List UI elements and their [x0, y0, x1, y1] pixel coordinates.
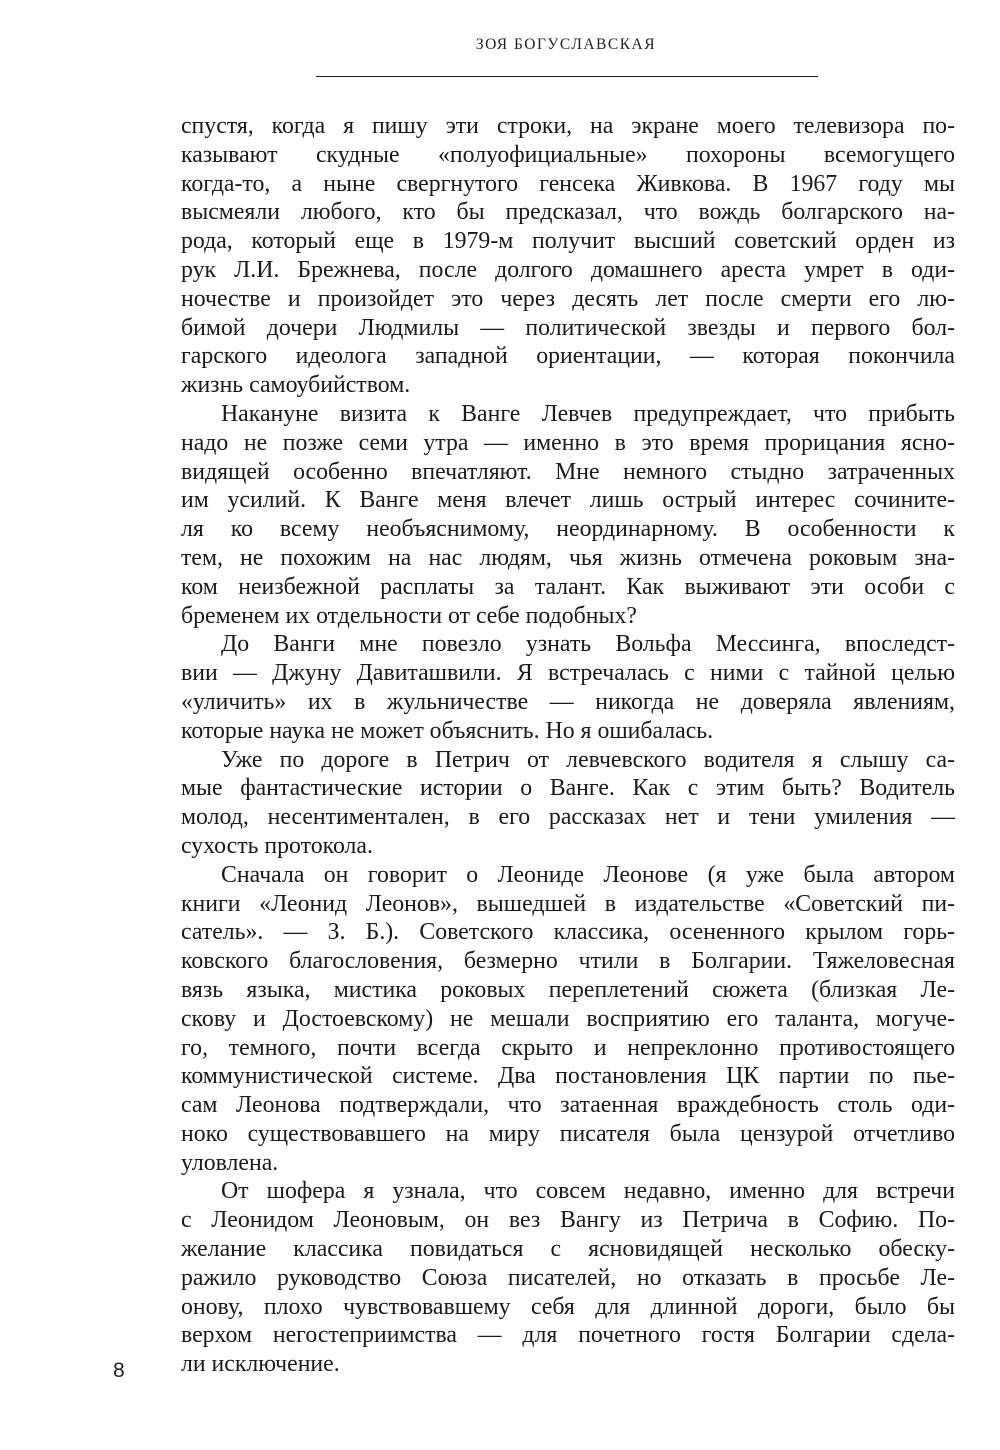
text-line: мые фантастические истории о Ванге. Как с этим быть? Водитель — [181, 775, 955, 802]
text-line: молод, несентиментален, в его рассказах нет и тени умиления — — [181, 804, 955, 831]
body-text — [181, 112, 955, 1379]
running-head: ЗОЯ БОГУСЛАВСКАЯ — [475, 36, 657, 53]
text-line: бимой дочери Людмилы — политической звезды и первого бол- — [181, 314, 955, 341]
text-line: видящей особенно впечатляют. Мне немного стыдно затраченных — [181, 458, 955, 485]
text-line: коммунистической системе. Два постановления ЦК партии по пье- — [181, 1063, 955, 1090]
text-line: ражило руководство Союза писателей, но отказать в просьбе Ле- — [181, 1264, 955, 1291]
text-line: вязь языка, мистика роковых переплетений сюжета (близкая Ле- — [181, 976, 955, 1003]
text-line: спустя, когда я пишу эти строки, на экране моего телевизора по- — [181, 113, 955, 139]
header-rule — [316, 76, 818, 77]
text-line: скову и Достоевскому) не мешали восприятию его таланта, могуче- — [181, 1005, 955, 1032]
text-line: желание классика повидаться с ясновидящей несколько обеску- — [181, 1236, 955, 1263]
text-line: Накануне визита к Ванге Левчев предупреждает, что прибыть — [221, 400, 955, 427]
text-line: сатель». — З. Б.). Советского классика, осененного крылом горь- — [181, 919, 955, 946]
text-line: тем, не похожим на нас людям, чья жизнь отмечена роковым зна- — [181, 544, 955, 571]
text-line: им усилий. К Ванге меня влечет лишь острый интерес сочините- — [181, 487, 955, 514]
text-line: сам Леонова подтверждали, что затаенная враждебность столь оди- — [181, 1092, 955, 1119]
text-line: ли исключение. — [181, 1351, 340, 1378]
text-line: с Леонидом Леоновым, он вез Вангу из Петрича в Софию. По- — [181, 1207, 955, 1234]
text-line: ноко существовавшего на миру писателя была цензурой отчетливо — [181, 1120, 955, 1147]
text-line: го, темного, почти всегда скрыто и непреклонно противостоящего — [181, 1034, 955, 1061]
text-line: жизнь самоубийством. — [181, 372, 411, 399]
text-line: онову, плохо чувствовавшему себя для длинной дороги, было бы — [181, 1293, 955, 1320]
text-line: До Ванги мне повезло узнать Вольфа Мессинга, впоследст- — [221, 631, 955, 658]
text-line: казывают скудные «полуофициальные» похороны всемогущего — [181, 141, 955, 168]
text-line: сухость протокола. — [181, 832, 373, 859]
text-line: ком неизбежной расплаты за талант. Как выживают эти особи с — [181, 573, 955, 600]
paragraph — [181, 400, 955, 630]
paragraph — [181, 861, 955, 1178]
text-line: когда-то, а ныне свергнутого генсека Живкова. В 1967 году мы — [181, 170, 955, 197]
text-line: рук Л.И. Брежнева, после долгого домашнего ареста умрет в оди- — [181, 256, 955, 283]
text-line: ночестве и произойдет это через десять лет после смерти его лю- — [181, 285, 955, 312]
text-line: ля ко всему необъяснимому, неординарному. В особенности к — [181, 516, 955, 543]
text-line: «уличить» их в жульничестве — никогда не доверяла явлениям, — [181, 688, 955, 715]
paragraph — [181, 112, 955, 400]
paragraph — [181, 1177, 955, 1379]
text-line: верхом негостеприимства — для почетного гостя Болгарии сдела- — [181, 1322, 955, 1349]
text-line: бременем их отдельности от себе подобных? — [181, 602, 637, 629]
text-line: ковского благословения, безмерно чтили в Болгарии. Тяжеловесная — [181, 948, 955, 975]
text-line: рода, который еще в 1979-м получит высший советский орден из — [181, 228, 955, 255]
text-line: Уже по дороге в Петрич от левчевского водителя я слышу са- — [221, 746, 955, 773]
paragraph — [181, 746, 955, 861]
text-line: высмеяли любого, кто бы предсказал, что вождь болгарского на- — [181, 199, 955, 226]
text-line: надо не позже семи утра — именно в это время прорицания ясно- — [181, 429, 955, 456]
text-line: вии — Джуну Давиташвили. Я встречалась с ними с тайной целью — [181, 660, 955, 687]
text-line: гарского идеолога западной ориентации, — которая покончила — [181, 343, 955, 370]
text-line: которые наука не может объяснить. Но я ошибалась. — [181, 717, 714, 744]
text-line: книги «Леонид Леонов», вышедшей в издательстве «Советский пи- — [181, 890, 955, 917]
text-line: уловлена. — [181, 1149, 279, 1176]
text-line: Сначала он говорит о Леониде Леонове (я уже была автором — [221, 861, 955, 888]
paragraph — [181, 630, 955, 745]
text-line: От шофера я узнала, что совсем недавно, именно для встречи — [221, 1178, 955, 1205]
page-number: 8 — [113, 1359, 125, 1382]
